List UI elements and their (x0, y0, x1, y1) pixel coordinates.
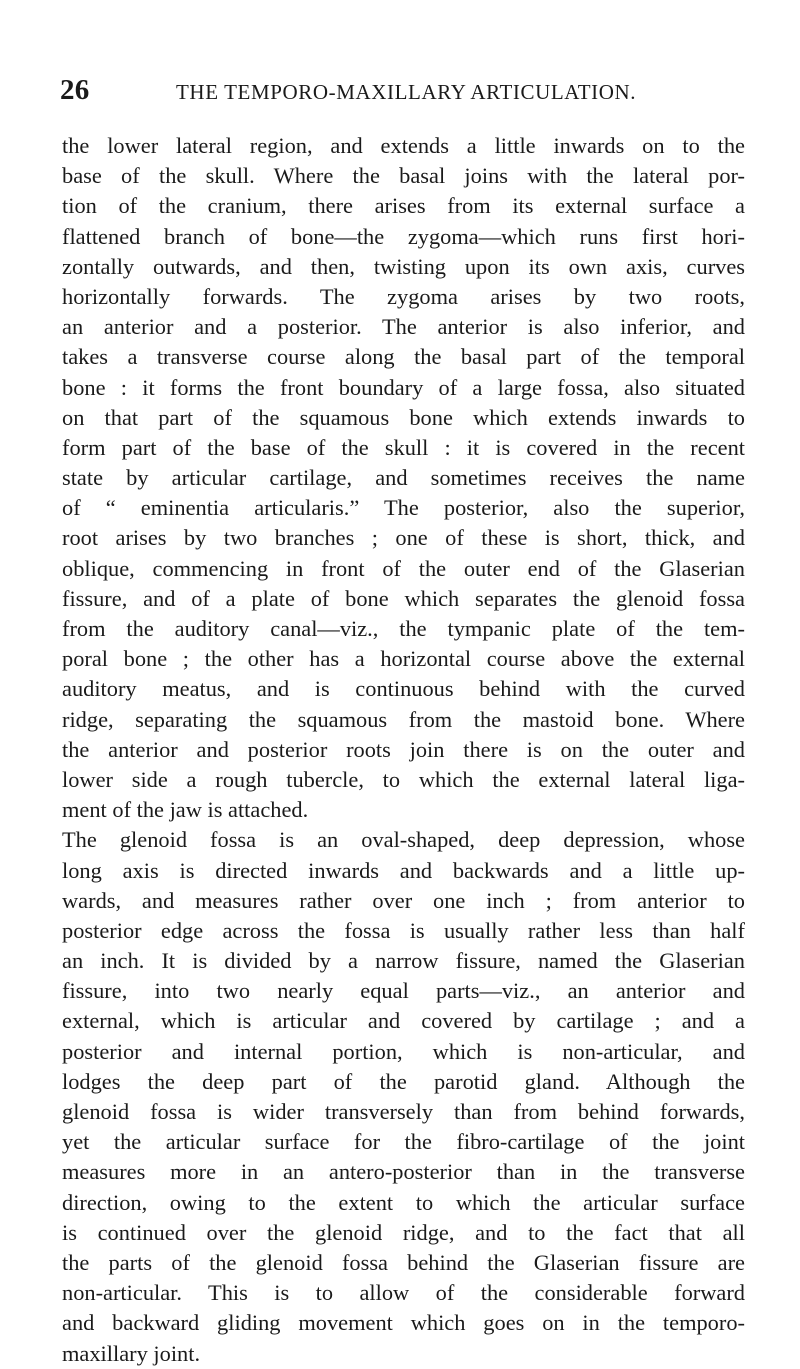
text-line: fissure, into two nearly equal parts—viz., an anterior and (62, 978, 745, 1004)
body-text (62, 131, 745, 1369)
text-line: oblique, commencing in front of the outer end of the Glaserian (62, 555, 745, 581)
running-head: THE TEMPORO-MAXILLARY ARTICULATION. (176, 80, 637, 104)
text-line: The glenoid fossa is an oval-shaped, deep depression, whose (62, 827, 745, 853)
text-line: the parts of the glenoid fossa behind the Glaserian fissure are (62, 1249, 745, 1275)
text-line: ment of the jaw is attached. (62, 797, 309, 823)
text-line: wards, and measures rather over one inch ; from anterior to (62, 887, 745, 913)
text-line: posterior edge across the fossa is usually rather less than half (62, 917, 745, 943)
text-line: auditory meatus, and is continuous behind with the curved (62, 676, 745, 702)
text-line: flattened branch of bone—the zygoma—which runs first hori- (62, 223, 745, 249)
page-header (60, 74, 760, 114)
text-line: state by articular cartilage, and sometimes receives the name (62, 465, 745, 491)
text-line: maxillary joint. (62, 1340, 201, 1366)
text-line: from the auditory canal—viz., the tympanic plate of the tem- (62, 616, 745, 641)
text-line: zontally outwards, and then, twisting upon its own axis, curves (62, 253, 745, 279)
text-line: external, which is articular and covered by cartilage ; and a (62, 1008, 745, 1034)
text-line: an anterior and a posterior. The anterior is also inferior, and (62, 314, 745, 340)
text-line: glenoid fossa is wider transversely than from behind forwards, (62, 1099, 745, 1124)
text-line: the lower lateral region, and extends a little inwards on to the (62, 133, 745, 158)
text-line: an inch. It is divided by a narrow fissure, named the Glaserian (62, 948, 745, 974)
text-line: fissure, and of a plate of bone which separates the glenoid fossa (62, 585, 745, 611)
text-line: yet the articular surface for the fibro-cartilage of the joint (62, 1129, 745, 1155)
text-line: ridge, separating the squamous from the mastoid bone. Where (62, 706, 745, 732)
text-line: takes a transverse course along the basal part of the temporal (62, 344, 745, 370)
text-line: long axis is directed inwards and backwards and a little up- (62, 857, 745, 883)
page-number: 26 (60, 74, 90, 106)
text-line: lodges the deep part of the parotid gland. Although the (62, 1068, 745, 1094)
text-line: poral bone ; the other has a horizontal course above the external (62, 646, 745, 672)
text-line: root arises by two branches ; one of these is short, thick, and (62, 525, 745, 551)
text-line: posterior and internal portion, which is non-articular, and (62, 1038, 745, 1064)
text-line: lower side a rough tubercle, to which the external lateral liga- (62, 766, 745, 792)
text-line: form part of the base of the skull : it is covered in the recent (62, 434, 745, 460)
text-line: is continued over the glenoid ridge, and to the fact that all (62, 1219, 745, 1245)
text-line: direction, owing to the extent to which the articular surface (62, 1189, 745, 1215)
text-line: non-articular. This is to allow of the considerable forward (62, 1280, 745, 1306)
text-line: and backward gliding movement which goes on in the temporo- (62, 1310, 745, 1336)
text-line: the anterior and posterior roots join there is on the outer and (62, 736, 745, 762)
text-line: measures more in an antero-posterior than in the transverse (62, 1159, 745, 1185)
text-line: bone : it forms the front boundary of a large fossa, also situated (62, 374, 745, 400)
text-line: horizontally forwards. The zygoma arises by two roots, (62, 283, 745, 309)
text-line: base of the skull. Where the basal joins with the lateral por- (62, 163, 745, 189)
text-line: tion of the cranium, there arises from its external surface a (62, 193, 745, 219)
text-line: on that part of the squamous bone which extends inwards to (62, 404, 745, 430)
text-line: of “ eminentia articularis.” The posterior, also the superior, (62, 495, 745, 521)
